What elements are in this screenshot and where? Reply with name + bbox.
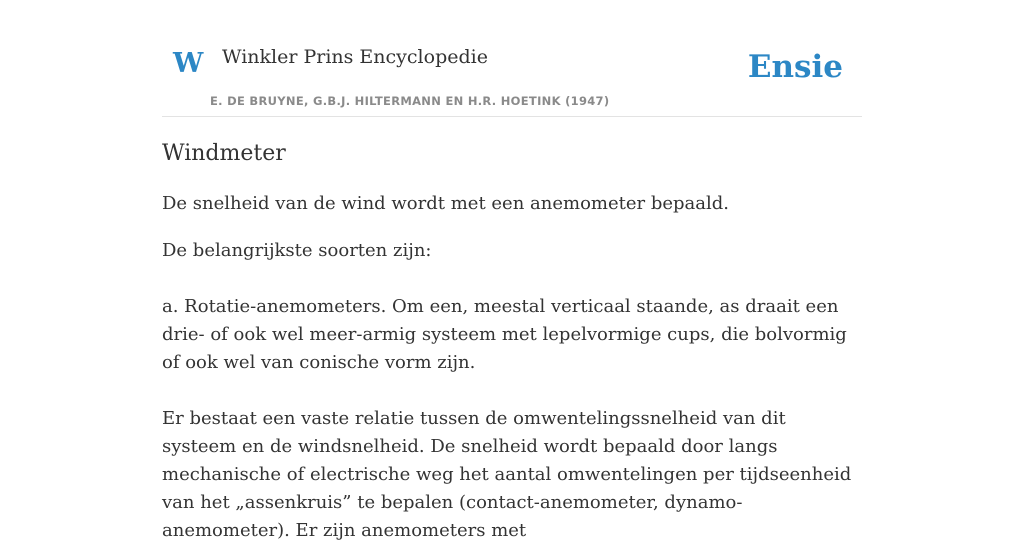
- article-paragraph: a. Rotatie-anemometers. Om een, meestal verticaal staande, as draait een drie- of ook wel meer-armig systeem met lepelvormige cups, die bolvormig of ook wel van conische vorm zijn.: [162, 296, 847, 373]
- winkler-prins-logo[interactable]: W: [173, 48, 204, 79]
- source-title[interactable]: Winkler Prins Encyclopedie: [222, 46, 488, 68]
- article-title: Windmeter: [162, 141, 286, 166]
- ensie-logo[interactable]: Ensie: [747, 49, 843, 85]
- article-paragraph: De snelheid van de wind wordt met een anemometer bepaald.: [162, 193, 729, 214]
- source-authors: E. DE BRUYNE, G.B.J. HILTERMANN EN H.R. HOETINK (1947): [210, 94, 610, 108]
- source-header: [162, 0, 862, 117]
- article-paragraph: De belangrijkste soorten zijn:: [162, 240, 432, 261]
- article-paragraph: Er bestaat een vaste relatie tussen de omwentelingssnelheid van dit systeem en de windsnelheid. De snelheid wordt bepaald door langs mechanische of electrische weg het aantal omwentelingen per tijdseenheid van het „assenkruis” te bepalen (contact-anemometer, dynamo-anemometer). Er zijn anemometers met: [162, 408, 852, 541]
- article: [162, 136, 862, 545]
